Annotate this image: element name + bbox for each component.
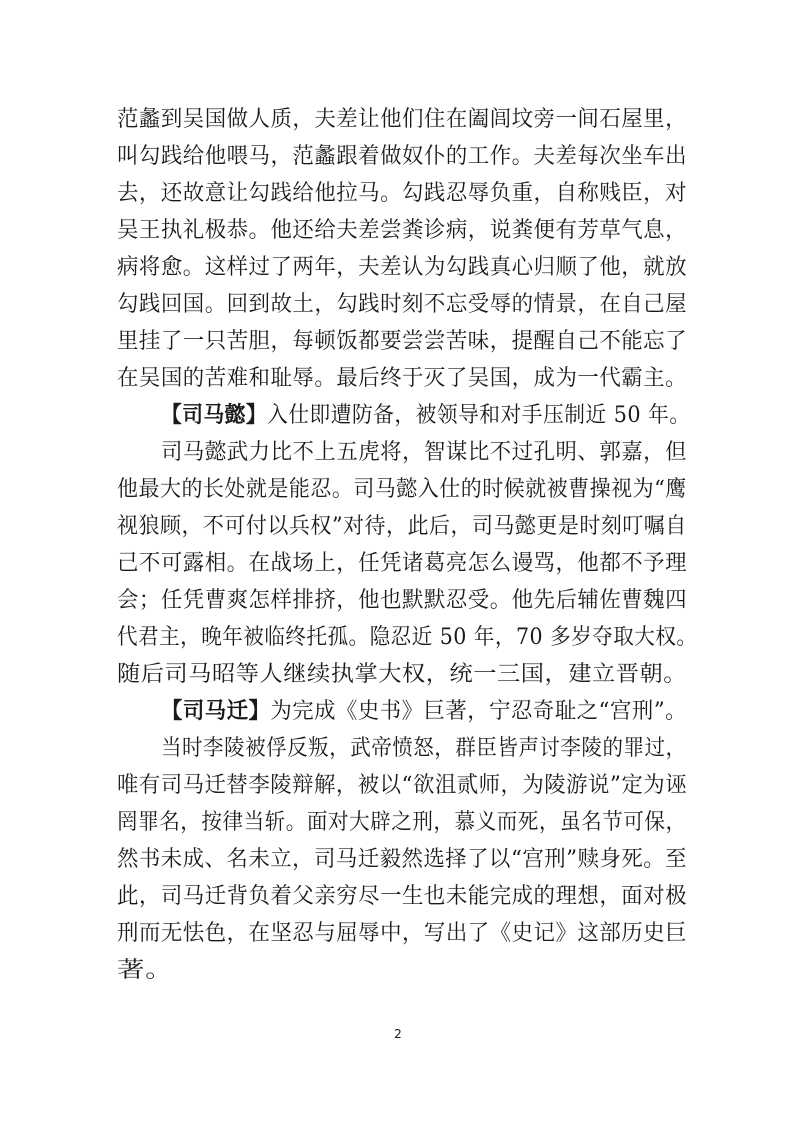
paragraph-line: 然书未成、名未立，司马迁毅然选择了以“宫刑”赎身死。至 bbox=[117, 847, 688, 872]
paragraph-line: 在吴国的苦难和耻辱。最后终于灭了吴国，成为一代霸主。 bbox=[117, 366, 688, 391]
heading-text: 入仕即遭防备，被领导和对手压制近 50 年。 bbox=[267, 403, 691, 428]
paragraph-line: 己不可露相。在战场上，任凭诸葛亮怎么谩骂，他都不予理 bbox=[117, 551, 688, 576]
paragraph-line: 范蠡到吴国做人质，夫差让他们住在阖闾坟旁一间石屋里， bbox=[117, 107, 688, 132]
paragraph-line: 会；任凭曹爽怎样排挤，他也默默忍受。他先后辅佐曹魏四 bbox=[117, 588, 688, 613]
paragraph-line: 司马懿武力比不上五虎将，智谋比不过孔明、郭嘉，但 bbox=[161, 440, 688, 465]
paragraph-line: 代君主，晚年被临终托孤。隐忍近 50 年，70 多岁夺取大权。 bbox=[117, 625, 698, 650]
paragraph-line: 唯有司马迁替李陵辩解，被以“欲沮贰师，为陵游说”定为诬 bbox=[117, 773, 688, 798]
paragraph-line: 病将愈。这样过了两年，夫差认为勾践真心归顺了他，就放 bbox=[117, 255, 688, 280]
paragraph-line: 里挂了一只苦胆，每顿饭都要尝尝苦味，提醒自己不能忘了 bbox=[117, 329, 688, 354]
paragraph-line: 刑而无怯色，在坚忍与屈辱中，写出了《史记》这部历史巨 bbox=[117, 921, 688, 946]
heading-label: 【司马迁】 bbox=[161, 698, 271, 724]
paragraph-line: 当时李陵被俘反叛，武帝愤怒，群臣皆声讨李陵的罪过， bbox=[161, 736, 687, 761]
paragraph-line: 他最大的长处就是能忍。司马懿入仕的时候就被曹操视为“鹰 bbox=[117, 477, 687, 502]
paragraph-line: 随后司马昭等人继续执掌大权，统一三国，建立晋朝。 bbox=[117, 662, 688, 687]
paragraph-line: 吴王执礼极恭。他还给夫差尝粪诊病，说粪便有芳草气息， bbox=[117, 218, 688, 243]
paragraph-line: 去，还故意让勾践给他拉马。勾践忍辱负重，自称贱臣，对 bbox=[117, 181, 688, 206]
paragraph-line: 勾践回国。回到故土，勾践时刻不忘受辱的情景，在自己屋 bbox=[117, 292, 688, 317]
heading-label: 【司马懿】 bbox=[161, 402, 268, 428]
paragraph-line: 叫勾践给他喂马，范蠡跟着做奴仆的工作。夫差每次坐车出 bbox=[117, 144, 688, 169]
paragraph-line: 罔罪名，按律当斩。面对大辟之刑，慕义而死，虽名节可保， bbox=[117, 810, 687, 835]
heading-text: 为完成《史书》巨著，宁忍奇耻之“宫刑”。 bbox=[270, 699, 688, 724]
section-heading-sima-yi bbox=[161, 397, 691, 434]
paragraph-line: 视狼顾，不可付以兵权”对待，此后，司马懿更是时刻叮嘱自 bbox=[117, 514, 687, 539]
paragraph-line: 此，司马迁背负着父亲穷尽一生也未能完成的理想，面对极 bbox=[117, 884, 688, 909]
paragraph-line: 著。 bbox=[117, 958, 174, 983]
section-heading-sima-qian bbox=[161, 693, 687, 730]
page-number: 2 bbox=[394, 1027, 402, 1041]
